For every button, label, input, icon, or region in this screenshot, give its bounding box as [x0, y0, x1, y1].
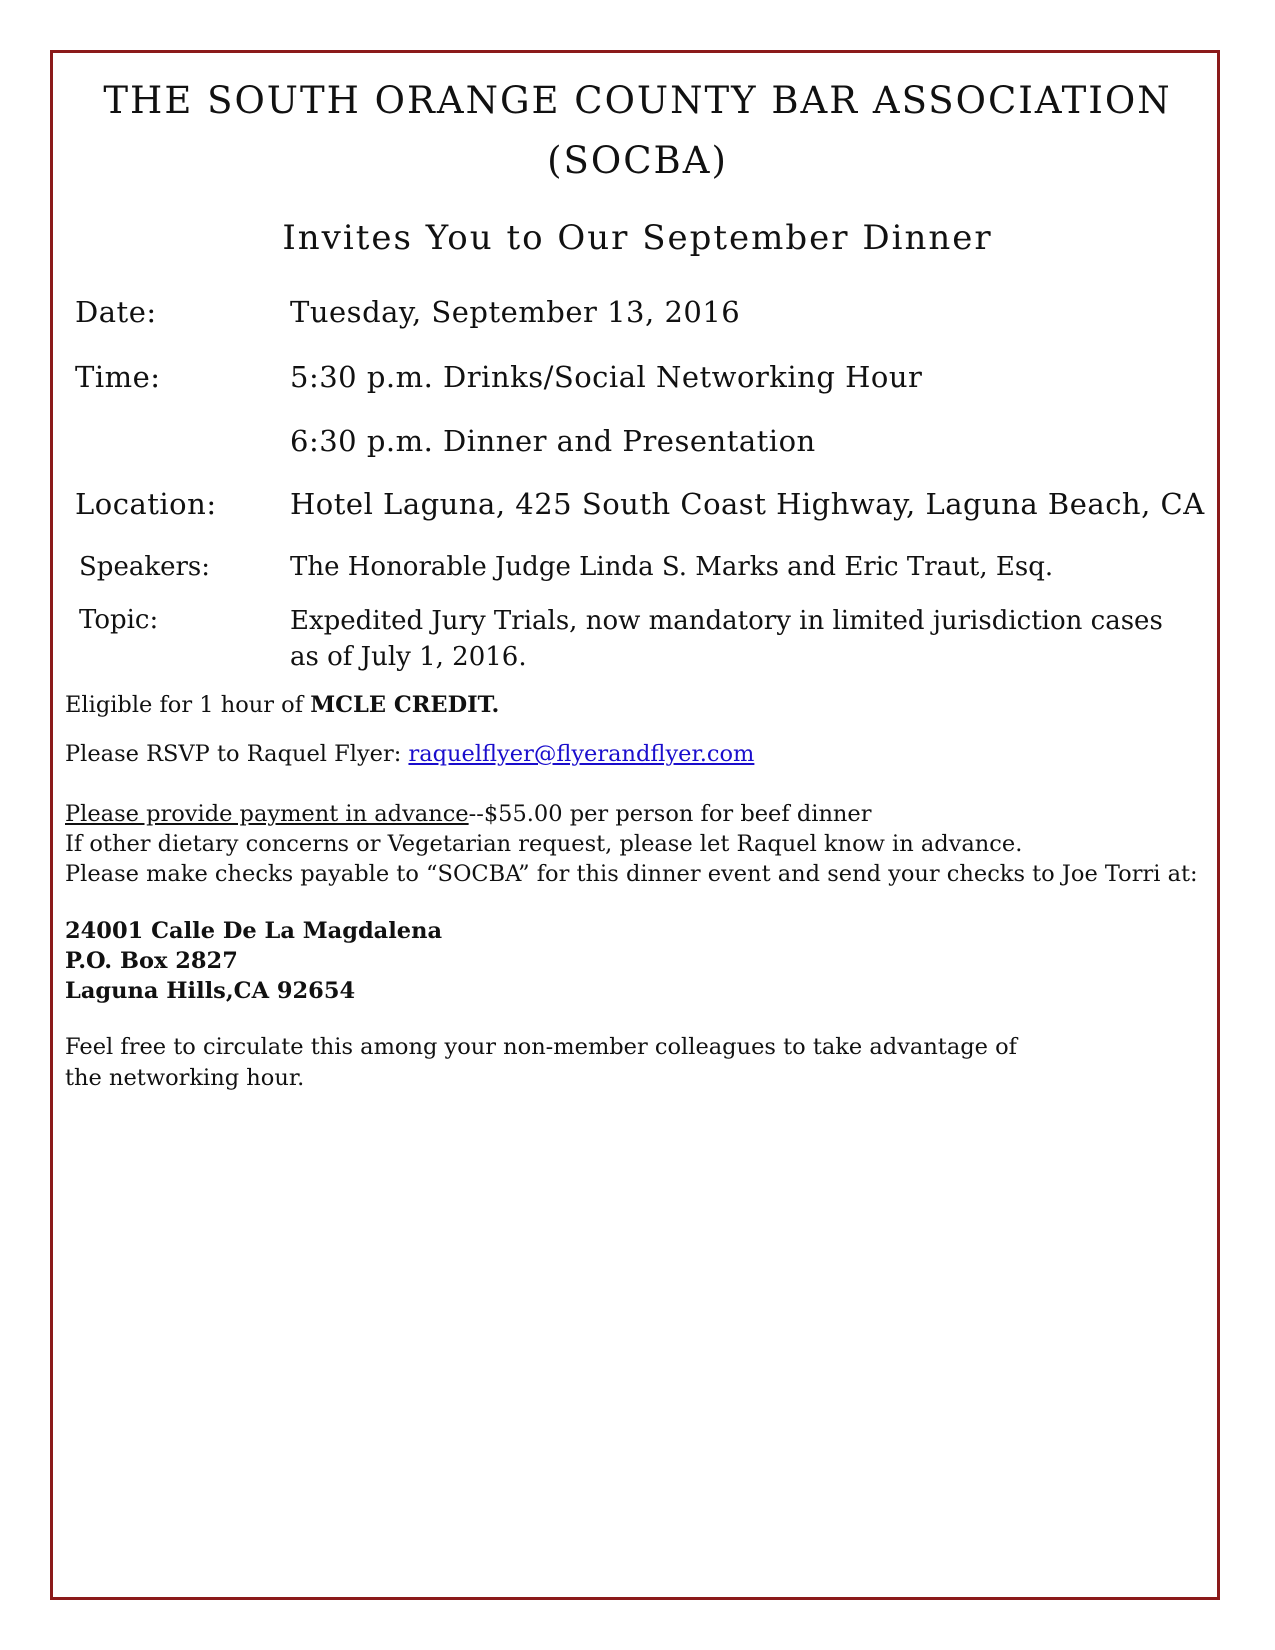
time-value-drinks: 5:30 p.m. Drinks/Social Networking Hour — [290, 360, 923, 394]
organization-acronym: (SOCBA) — [547, 139, 728, 182]
address-po-box: P.O. Box 2827 — [65, 948, 238, 974]
payment-advance-notice: Please provide payment in advance — [65, 801, 469, 827]
checks-line: Please make checks payable to “SOCBA” for this dinner event and send your checks to Joe Torri at: — [65, 861, 1198, 887]
rsvp-line — [65, 739, 754, 770]
closing-note: Feel free to circulate this among your non-member colleagues to take advantage of the networking hour. — [65, 1034, 1018, 1091]
dietary-line: If other dietary concerns or Vegetarian request, please let Raquel know in advance. — [65, 831, 1023, 857]
topic-value: Expedited Jury Trials, now mandatory in limited jurisdiction cases as of July 1, 2016. — [290, 606, 1163, 672]
mcle-credit: MCLE CREDIT. — [310, 692, 500, 718]
time-label: Time: — [75, 360, 161, 394]
location-value: Hotel Laguna, 425 South Coast Highway, Laguna Beach, CA — [290, 487, 1205, 521]
location-label: Location: — [75, 487, 217, 521]
mcle-line — [65, 690, 499, 721]
date-label: Date: — [75, 295, 157, 329]
mcle-prefix: Eligible for 1 hour of — [65, 692, 311, 718]
rsvp-prefix: Please RSVP to Raquel Flyer: — [65, 741, 409, 767]
address-street: 24001 Calle De La Magdalena — [65, 918, 443, 944]
speakers-value: The Honorable Judge Linda S. Marks and Eric Traut, Esq. — [290, 552, 1054, 582]
organization-title: THE SOUTH ORANGE COUNTY BAR ASSOCIATION — [103, 79, 1172, 122]
date-value: Tuesday, September 13, 2016 — [290, 295, 741, 329]
topic-label: Topic: — [79, 605, 159, 635]
address-city: Laguna Hills,CA 92654 — [65, 978, 356, 1004]
time-value-dinner: 6:30 p.m. Dinner and Presentation — [290, 424, 816, 458]
speakers-label: Speakers: — [79, 552, 211, 582]
rsvp-email-link[interactable]: raquelflyer@flyerandflyer.com — [408, 741, 755, 767]
invitation-heading: Invites You to Our September Dinner — [282, 218, 993, 258]
payment-price: --$55.00 per person for beef dinner — [468, 801, 872, 827]
payment-line — [65, 799, 872, 830]
